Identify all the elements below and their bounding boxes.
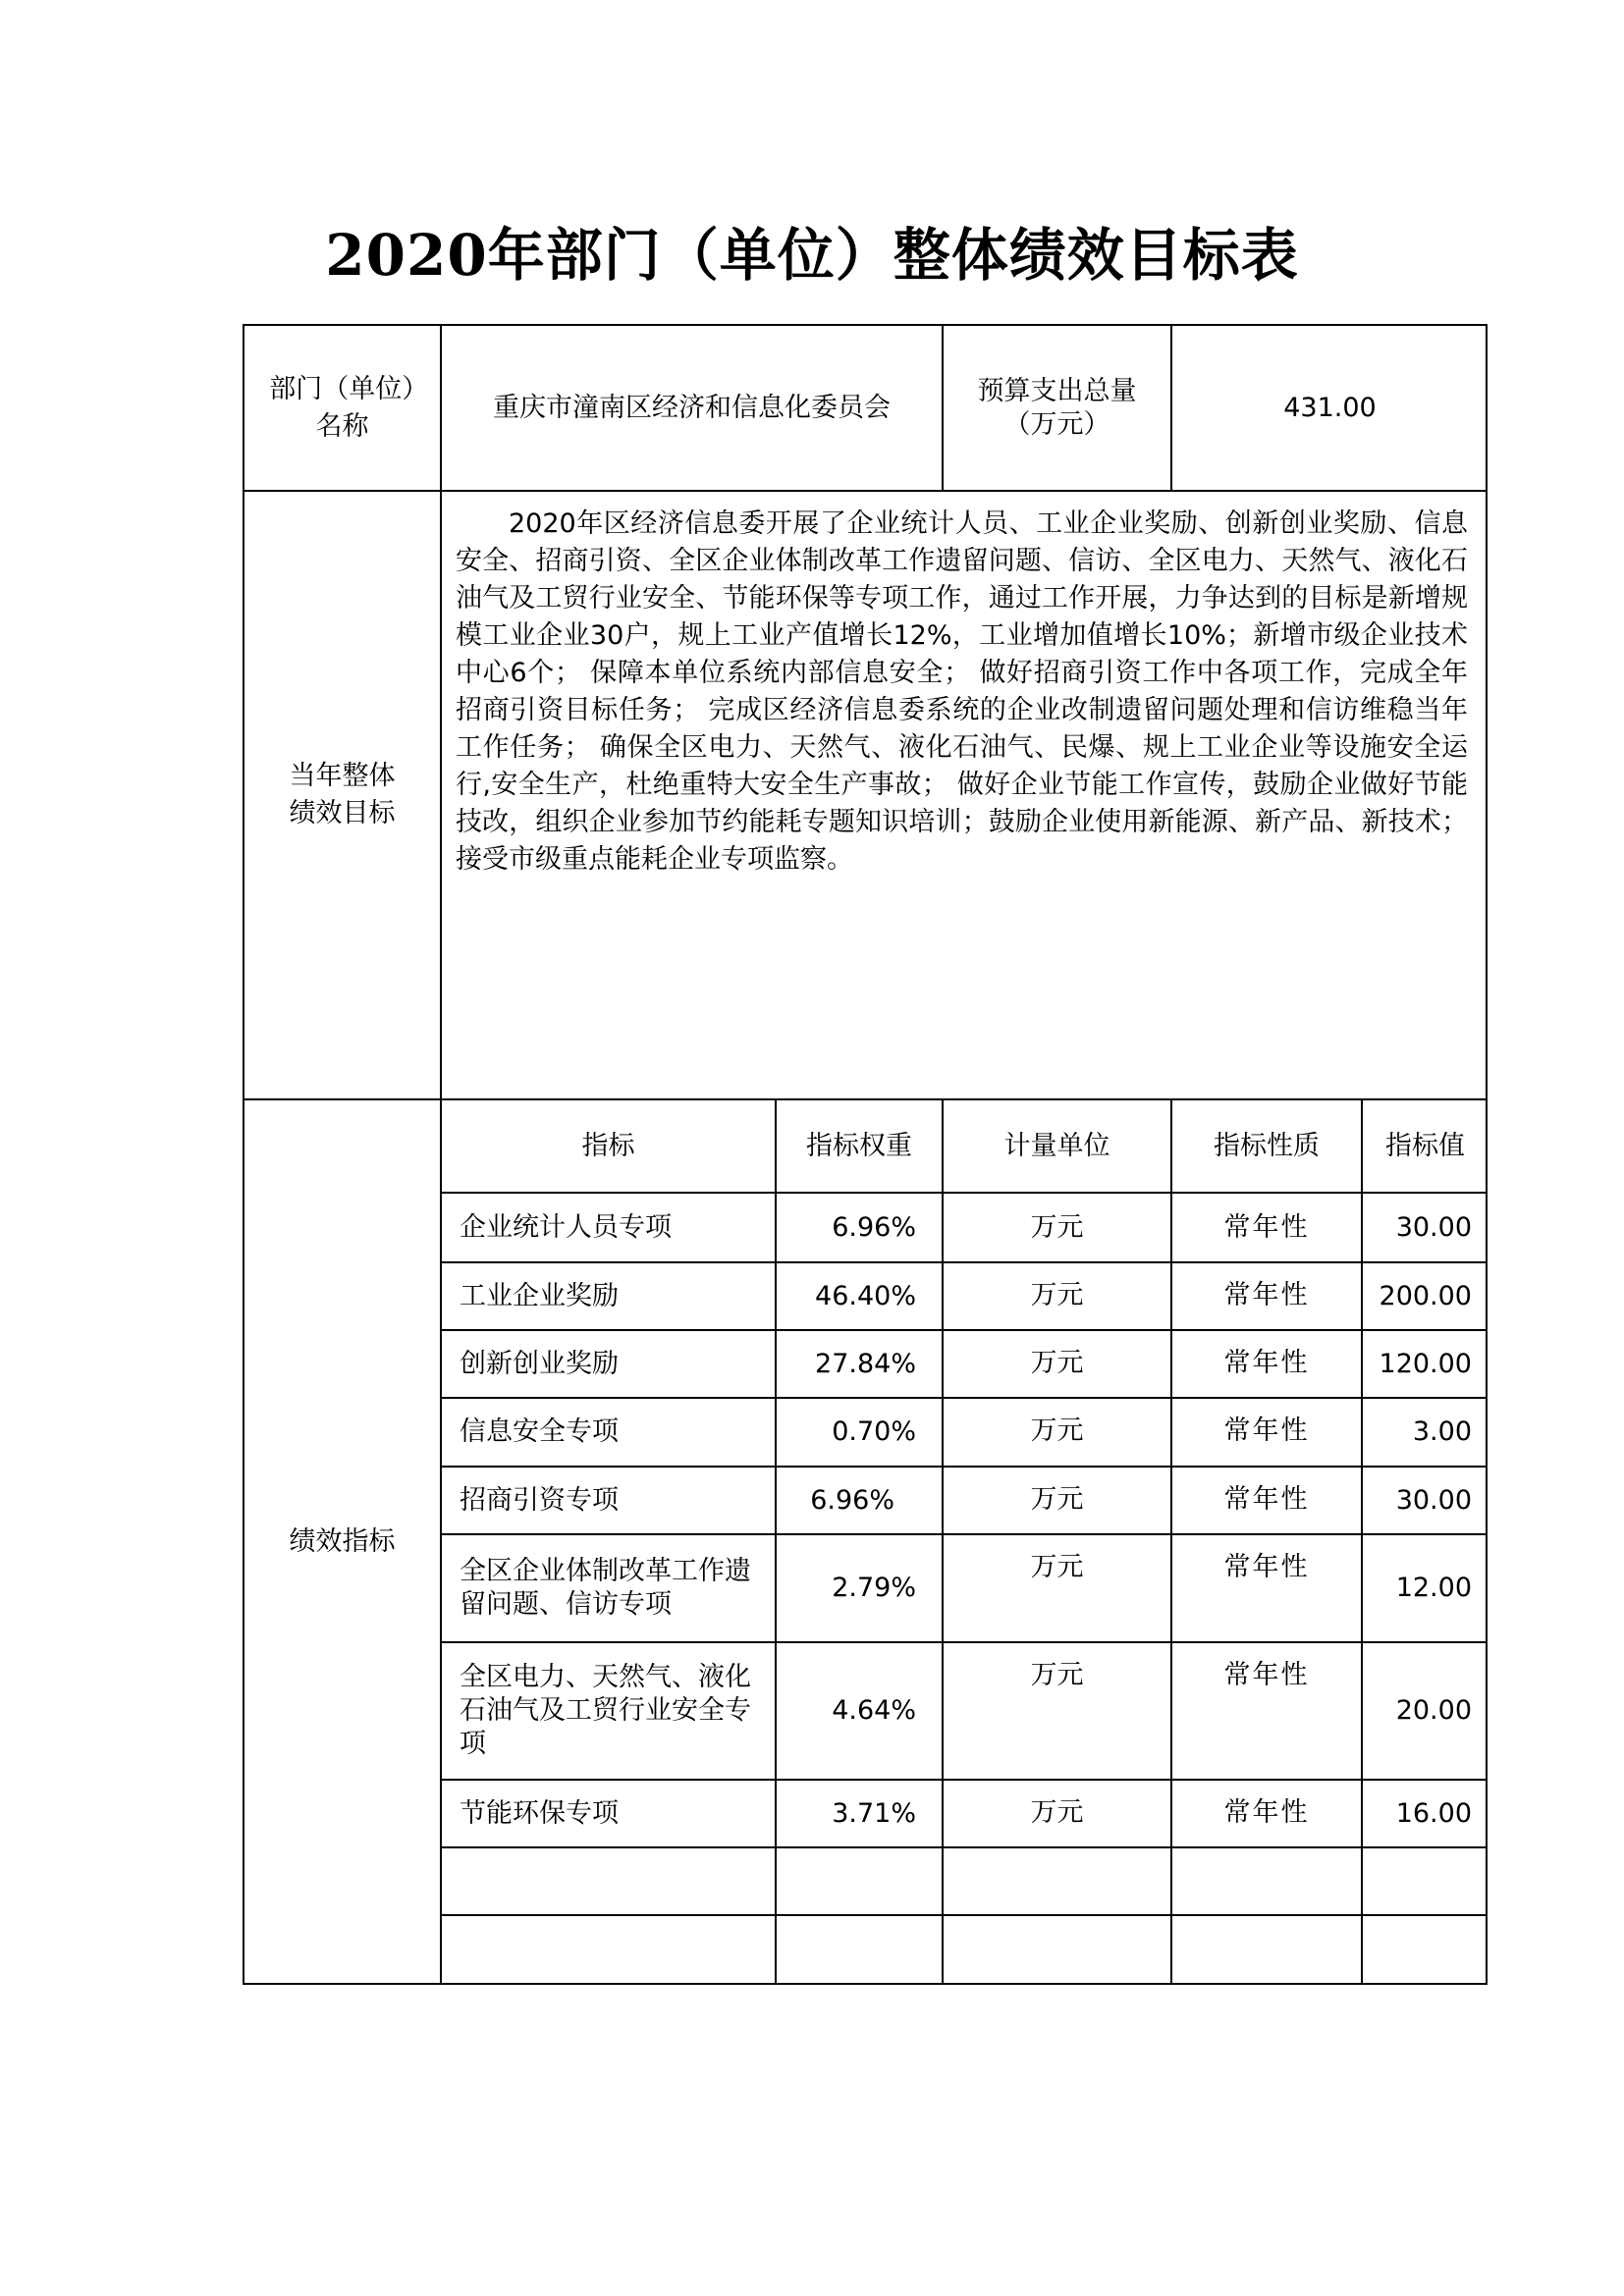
table-row (442, 1398, 1488, 1467)
table-row (442, 1262, 1488, 1330)
indicator-weight: 27.84% (776, 1330, 943, 1398)
empty-row (442, 1847, 1488, 1915)
goal-text: 2020年区经济信息委开展了企业统计人员、工业企业奖励、创新创业奖励、信息安全、招商引资、全区企业体制改革工作遗留问题、信访、全区电力、天然气、液化石油气及工贸行业安全、节能环保等专项工作，通过工作开展，力争达到的目标是新增规模工业企业30户，规上工业产值增长12%，工业增加值增长10%；新增市级企业技术中心6个； 保障本单位系统内部信息安全； 做好招商引资工作中各项工作，完成全年招商引资目标任务； 完成区经济信息委系统的企业改制遗留问题处理和信访维稳当年工作任务； 确保全区电力、天然气、液化石油气、民爆、规上工业企业等设施安全运行,安全生产，杜绝重特大安全生产事故； 做好企业节能工作宣传，鼓励企业做好节能技改，组织企业参加节约能耗专题知识培训；鼓励企业使用新能源、新产品、新技术；接受市级重点能耗企业专项监察。 (441, 491, 1487, 1099)
table-row (442, 1193, 1488, 1262)
goal-label-cell (244, 491, 441, 1099)
indicator-weight: 6.96% (776, 1467, 943, 1534)
indicator-name: 创新创业奖励 (442, 1330, 776, 1398)
empty-cell (943, 1847, 1171, 1915)
table-row (442, 1467, 1488, 1534)
indicators-label: 绩效指标 (244, 1099, 441, 1984)
budget-label: 预算支出总量（万元） (977, 375, 1137, 440)
indicator-header-row (442, 1100, 1488, 1193)
dept-label-cell (244, 325, 441, 491)
indicator-value: 120.00 (1362, 1330, 1488, 1398)
col-nature: 指标性质 (1171, 1100, 1362, 1193)
indicator-name: 企业统计人员专项 (442, 1193, 776, 1262)
empty-cell (776, 1847, 943, 1915)
indicator-value: 30.00 (1362, 1467, 1488, 1534)
budget-label-cell (943, 326, 1171, 490)
empty-cell (1362, 1847, 1488, 1915)
indicator-nature: 常年性 (1171, 1398, 1362, 1467)
indicator-name: 全区企业体制改革工作遗留问题、信访专项 (442, 1534, 776, 1642)
indicator-unit: 万元 (943, 1780, 1171, 1847)
indicator-weight: 6.96% (776, 1193, 943, 1262)
indicator-nature: 常年性 (1171, 1193, 1362, 1262)
indicator-nature: 常年性 (1171, 1262, 1362, 1330)
indicator-name: 招商引资专项 (442, 1467, 776, 1534)
dept-label: 部门（单位）名称 (269, 373, 415, 442)
indicator-unit: 万元 (943, 1467, 1171, 1534)
indicator-value: 12.00 (1362, 1534, 1488, 1642)
indicator-weight: 0.70% (776, 1398, 943, 1467)
indicator-unit: 万元 (943, 1262, 1171, 1330)
col-unit: 计量单位 (943, 1100, 1171, 1193)
indicator-unit: 万元 (943, 1534, 1171, 1642)
col-value: 指标值 (1362, 1100, 1488, 1193)
indicator-weight: 3.71% (776, 1780, 943, 1847)
budget-value: 431.00 (1171, 326, 1488, 490)
table-row (442, 1780, 1488, 1847)
indicator-nature: 常年性 (1171, 1642, 1362, 1780)
indicator-value: 200.00 (1362, 1262, 1488, 1330)
indicator-unit: 万元 (943, 1330, 1171, 1398)
empty-row (442, 1915, 1488, 1983)
indicator-name: 全区电力、天然气、液化石油气及工贸行业安全专项 (442, 1642, 776, 1780)
col-weight: 指标权重 (776, 1100, 943, 1193)
indicator-nature: 常年性 (1171, 1780, 1362, 1847)
indicator-unit: 万元 (943, 1193, 1171, 1262)
performance-table (243, 324, 1488, 1985)
header-row (442, 326, 1488, 490)
empty-cell (1171, 1915, 1362, 1983)
table-row (442, 1642, 1488, 1780)
col-indicator: 指标 (442, 1100, 776, 1193)
indicator-value: 3.00 (1362, 1398, 1488, 1467)
empty-cell (1171, 1847, 1362, 1915)
indicator-name: 信息安全专项 (442, 1398, 776, 1467)
empty-cell (1362, 1915, 1488, 1983)
indicator-value: 30.00 (1362, 1193, 1488, 1262)
table-row (442, 1534, 1488, 1642)
indicator-name: 节能环保专项 (442, 1780, 776, 1847)
empty-cell (776, 1915, 943, 1983)
indicator-nature: 常年性 (1171, 1330, 1362, 1398)
page-title: 2020年部门（单位）整体绩效目标表 (325, 222, 1299, 289)
indicator-weight: 46.40% (776, 1262, 943, 1330)
indicator-value: 20.00 (1362, 1642, 1488, 1780)
indicator-name: 工业企业奖励 (442, 1262, 776, 1330)
indicator-nature: 常年性 (1171, 1467, 1362, 1534)
empty-cell (442, 1847, 776, 1915)
dept-name: 重庆市潼南区经济和信息化委员会 (442, 326, 943, 490)
indicator-unit: 万元 (943, 1398, 1171, 1467)
indicator-nature: 常年性 (1171, 1534, 1362, 1642)
empty-cell (442, 1915, 776, 1983)
goal-label: 当年整体绩效目标 (289, 761, 396, 828)
table-row (442, 1330, 1488, 1398)
empty-cell (943, 1915, 1171, 1983)
indicator-unit: 万元 (943, 1642, 1171, 1780)
indicator-value: 16.00 (1362, 1780, 1488, 1847)
indicator-weight: 4.64% (776, 1642, 943, 1780)
indicator-table (442, 1100, 1488, 1983)
indicator-weight: 2.79% (776, 1534, 943, 1642)
